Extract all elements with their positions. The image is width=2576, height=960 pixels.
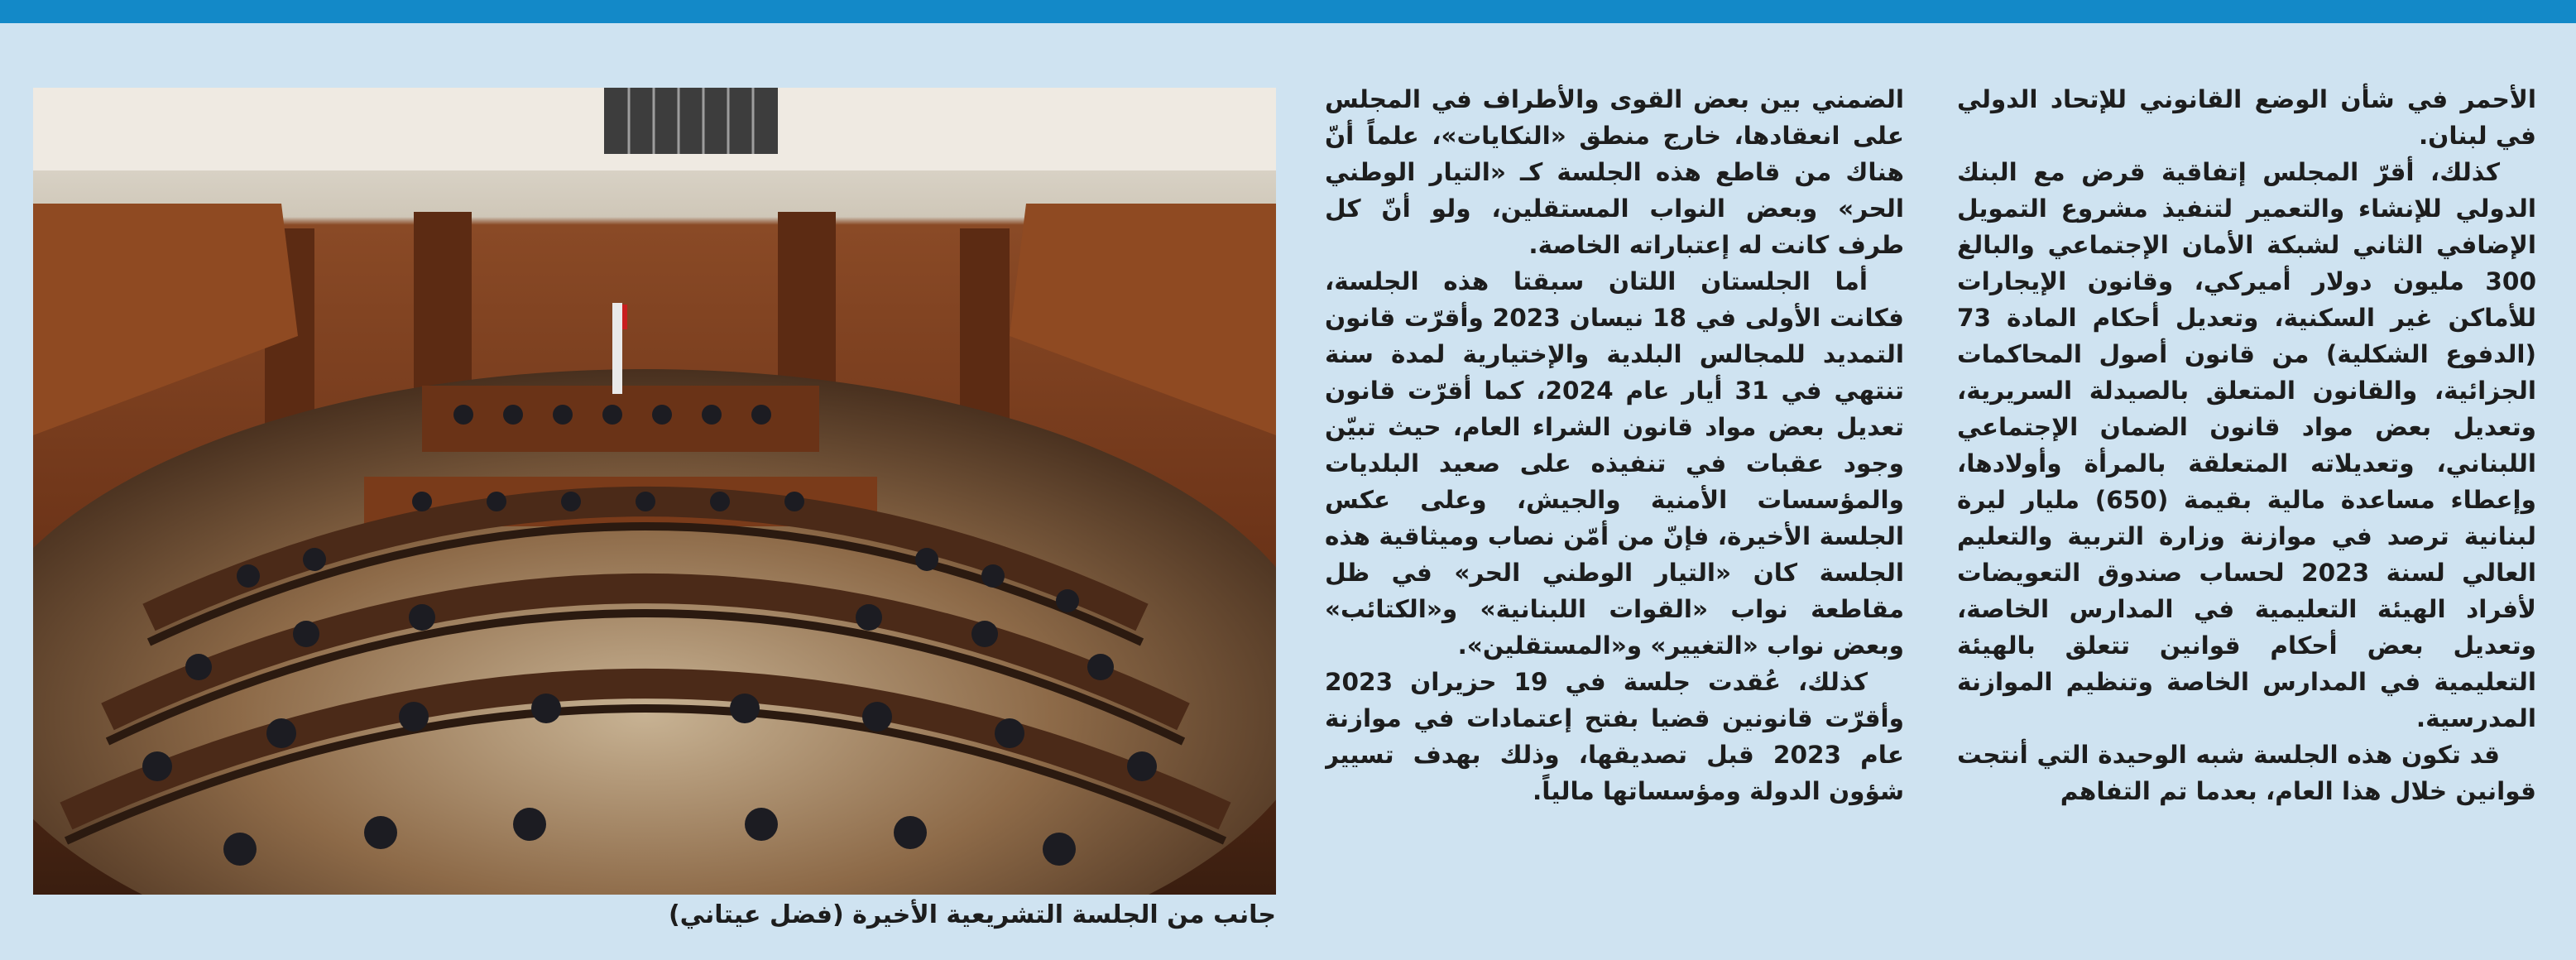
- paragraph: قد تكون هذه الجلسة شبه الوحيدة التي أنتجت قوانين خلال هذا العام، بعدما تم التفاهم: [1957, 741, 2536, 805]
- parliament-session-photo: [33, 88, 1276, 895]
- photo-caption: جانب من الجلسة التشريعية الأخيرة (فضل عيتاني): [668, 900, 1276, 929]
- parliament-hall-illustration: [33, 88, 1276, 895]
- text-column-middle: [1325, 81, 1904, 917]
- top-color-bar: [0, 0, 2576, 23]
- text-column-right: [1957, 81, 2536, 917]
- article-page: [0, 23, 2576, 960]
- paragraph: كذلك، عُقدت جلسة في 19 حزيران 2023 وأقرّت قانونين قضيا بفتح إعتمادات في موازنة عام 2023 قبل تصديقها، وذلك بهدف تسيير شؤون الدولة ومؤسساتها مالياً.: [1325, 668, 1904, 805]
- paragraph: الأحمر في شأن الوضع القانوني للإتحاد الدولي في لبنان.: [1957, 85, 2536, 150]
- paragraph: الضمني بين بعض القوى والأطراف في المجلس على انعقادها، خارج منطق «النكايات»، علماً أنّ هناك من قاطع هذه الجلسة كـ «التيار الوطني الحر» وبعض النواب المستقلين، ولو أنّ كل طرف كانت له إعتباراته الخاصة.: [1325, 85, 1904, 259]
- paragraph: أما الجلستان اللتان سبقتا هذه الجلسة، فكانت الأولى في 18 نيسان 2023 وأقرّت قانون التمديد للمجالس البلدية والإختيارية لمدة سنة تنتهي في 31 أيار عام 2024، كما أقرّت قانون تعديل بعض مواد قانون الشراء العام، حيث تبيّن وجود عقبات في تنفيذه على صعيد البلديات والمؤسسات الأمنية والجيش، وعلى عكس الجلسة الأخيرة، فإنّ من أمّن نصاب وميثاقية هذه الجلسة كان «التيار الوطني الحر» في ظل مقاطعة نواب «القوات اللبنانية» و«الكتائب» وبعض نواب «التغيير» و«المستقلين».: [1325, 267, 1904, 660]
- paragraph: كذلك، أقرّ المجلس إتفاقية قرض مع البنك الدولي للإنشاء والتعمير لتنفيذ مشروع التمويل الإضافي الثاني لشبكة الأمان الإجتماعي والبالغ 300 مليون دولار أميركي، وقانون الإيجارات للأماكن غير السكنية، وتعديل أحكام المادة 73 (الدفوع الشكلية) من قانون أصول المحاكمات الجزائية، والقانون المتعلق بالصيدلة السريرية، وتعديل بعض مواد قانون الضمان الإجتماعي اللبناني، وتعديلاته المتعلقة بالمرأة وأولادها، وإعطاء مساعدة مالية بقيمة (650) مليار ليرة لبنانية ترصد في موازنة وزارة التربية والتعليم العالي لسنة 2023 لحساب صندوق التعويضات لأفراد الهيئة التعليمية في المدارس الخاصة، وتعديل بعض أحكام قوانين تتعلق بالهيئة التعليمية في المدارس الخاصة وتنظيم الموازنة المدرسية.: [1957, 158, 2536, 732]
